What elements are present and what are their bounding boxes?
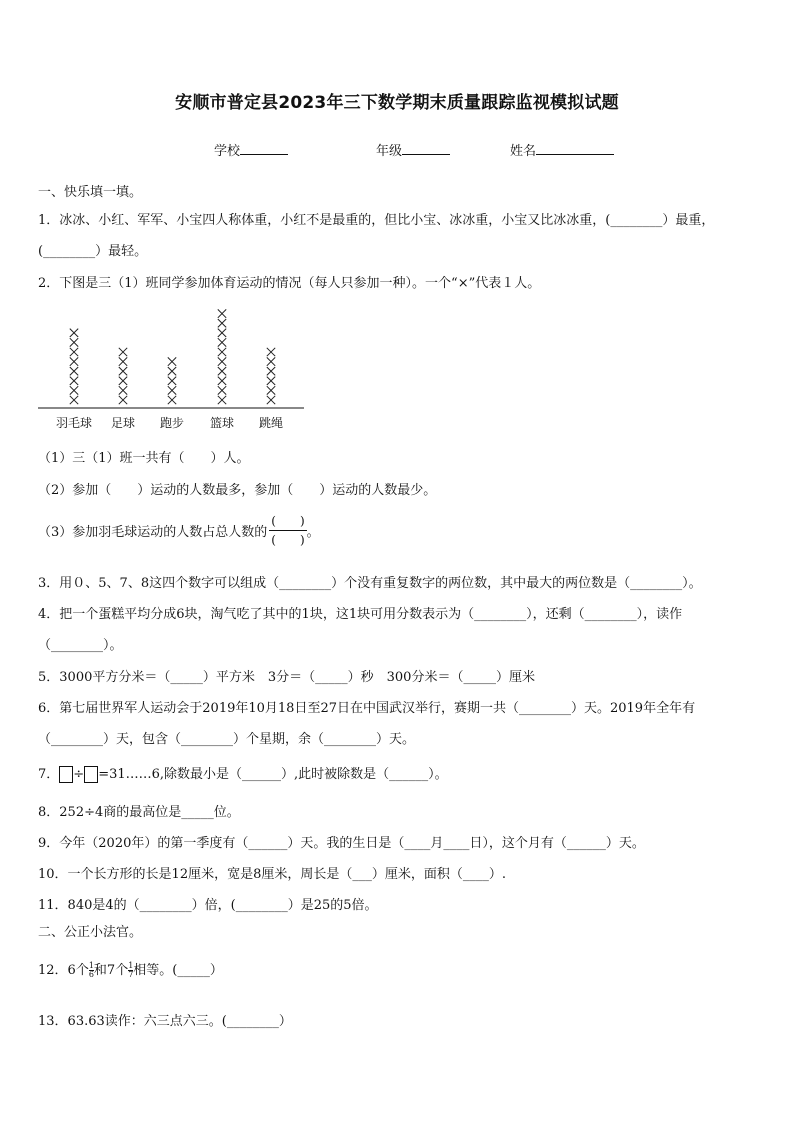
cross-mark: [70, 348, 78, 356]
question-2-intro: 2．下图是三（1）班同学参加体育运动的情况（每人只参加一种）。一个“×”代表１人。: [38, 276, 541, 291]
cross-mark: [70, 386, 78, 394]
question-10: 10．一个长方形的长是12厘米，宽是8厘米，周长是（___）厘米，面积（____）.: [38, 867, 506, 882]
divisor-box: [84, 766, 98, 783]
category-label: 篮球: [209, 416, 235, 430]
dividend-box: [59, 766, 73, 783]
question-6-line-2: （________）天，包含（________）个星期，余（________）天。: [38, 732, 416, 747]
cross-mark: [70, 329, 78, 337]
name-blank: [536, 141, 614, 155]
answer-fraction: [269, 512, 306, 549]
cross-mark: [218, 348, 226, 356]
question-6-line-1: 6．第七届世界军人运动会于2019年10月18日至27日在中国武汉举行，赛期一共（________）天。2019年全年有: [38, 701, 696, 716]
cross-mark: [70, 367, 78, 375]
cross-mark: [218, 357, 226, 365]
question-7: [38, 763, 448, 783]
cross-mark: [168, 386, 176, 394]
school-blank: [240, 141, 288, 155]
category-label: 羽毛球: [55, 416, 93, 430]
category-label: 足球: [110, 416, 136, 430]
cross-mark: [119, 377, 127, 385]
division-sign: ÷: [73, 767, 85, 782]
question-2-sub-3-text: （3）参加羽毛球运动的人数占总人数的: [38, 525, 268, 540]
pictograph-column-1: [70, 329, 78, 405]
cross-mark: [218, 386, 226, 394]
cross-mark: [218, 367, 226, 375]
question-2-sub-3: [38, 512, 320, 549]
cross-mark: [119, 386, 127, 394]
category-label: 跑步: [159, 416, 185, 430]
grade-label: 年级: [376, 144, 403, 159]
cross-mark: [70, 338, 78, 346]
school-label: 学校: [214, 144, 241, 159]
pictograph-column-5: [267, 348, 275, 404]
cross-mark: [119, 348, 127, 356]
cross-mark: [218, 329, 226, 337]
question-1-line-2: (________）最轻。: [38, 244, 148, 259]
question-2-sub-2: （2）参加（ ）运动的人数最多，参加（ ）运动的人数最少。: [38, 483, 437, 498]
fraction-one-sixth: $\frac{1}{6}$: [88, 961, 94, 979]
pictograph-column-3: [168, 357, 176, 404]
question-9: 9．今年（2020年）的第一季度有（______）天。我的生日是（____月____日），这个月有（______）天。: [38, 836, 645, 851]
name-field: [510, 140, 614, 159]
grade-field: [376, 140, 450, 159]
cross-mark: [218, 319, 226, 327]
cross-mark: [267, 386, 275, 394]
pictograph-column-2: [119, 348, 127, 404]
pictograph-column-4: [218, 309, 226, 404]
cross-mark: [70, 377, 78, 385]
cross-mark: [168, 367, 176, 375]
cross-mark: [267, 348, 275, 356]
question-2-sub-3-end: 。: [306, 525, 320, 540]
cross-mark: [70, 396, 78, 404]
cross-mark: [218, 377, 226, 385]
question-4-line-1: 4．把一个蛋糕平均分成6块，淘气吃了其中的1块，这1块可用分数表示为（________），还剩（________），读作: [38, 607, 683, 622]
page-title: 安顺市普定县2023年三下数学期末质量跟踪监视模拟试题: [175, 93, 619, 113]
cross-mark: [267, 377, 275, 385]
question-7-rest: =31……6,除数最小是（______）,此时被除数是（______）。: [98, 767, 448, 782]
question-4-line-2: （________）。: [38, 638, 123, 653]
cross-mark: [218, 338, 226, 346]
name-label: 姓名: [510, 144, 537, 159]
sports-pictograph: [36, 296, 306, 436]
question-1-line-1: 1．冰冰、小红、军军、小宝四人称体重，小红不是最重的，但比小宝、冰冰重，小宝又比冰冰重，(________）最重，: [38, 213, 715, 228]
question-11: 11．840是4的（________）倍，(________）是25的5倍。: [38, 898, 378, 913]
cross-mark: [267, 367, 275, 375]
school-field: [214, 140, 288, 159]
cross-mark: [168, 357, 176, 365]
cross-mark: [168, 396, 176, 404]
question-3: 3．用０、5、7、8这四个数字可以组成（________）个没有重复数字的两位数，其中最大的两位数是（________）。: [38, 576, 702, 591]
question-2-sub-1: （1）三（1）班一共有（ ）人。: [38, 451, 250, 466]
fraction-one-seventh: $\frac{1}{7}$: [128, 961, 134, 979]
section-1-heading: 一、快乐填一填。: [38, 185, 143, 200]
cross-mark: [168, 377, 176, 385]
question-8: 8．252÷4商的最高位是_____位。: [38, 805, 240, 820]
section-2-heading: 二、公正小法官。: [38, 925, 143, 940]
cross-mark: [267, 396, 275, 404]
cross-mark: [70, 357, 78, 365]
question-12-part-a: 12．6个: [38, 963, 89, 978]
category-label: 跳绳: [258, 416, 284, 430]
cross-mark: [218, 396, 226, 404]
question-5: 5．3000平方分米＝（_____）平方米 3分＝（_____）秒 300分米＝（_____）厘米: [38, 670, 535, 685]
grade-blank: [402, 141, 450, 155]
cross-mark: [119, 396, 127, 404]
cross-mark: [119, 367, 127, 375]
question-13: 13．63.63读作：六三点六三。(________）: [38, 1014, 292, 1029]
question-7-prefix: 7．: [38, 767, 60, 782]
cross-mark: [267, 357, 275, 365]
question-12-part-c: 相等。(_____）: [133, 963, 223, 978]
fraction-denominator: ( ): [271, 533, 305, 547]
question-12-part-b: 和7个: [93, 963, 129, 978]
fraction-numerator: ( ): [269, 512, 306, 531]
question-12: [38, 959, 223, 979]
cross-mark: [218, 309, 226, 317]
cross-mark: [119, 357, 127, 365]
